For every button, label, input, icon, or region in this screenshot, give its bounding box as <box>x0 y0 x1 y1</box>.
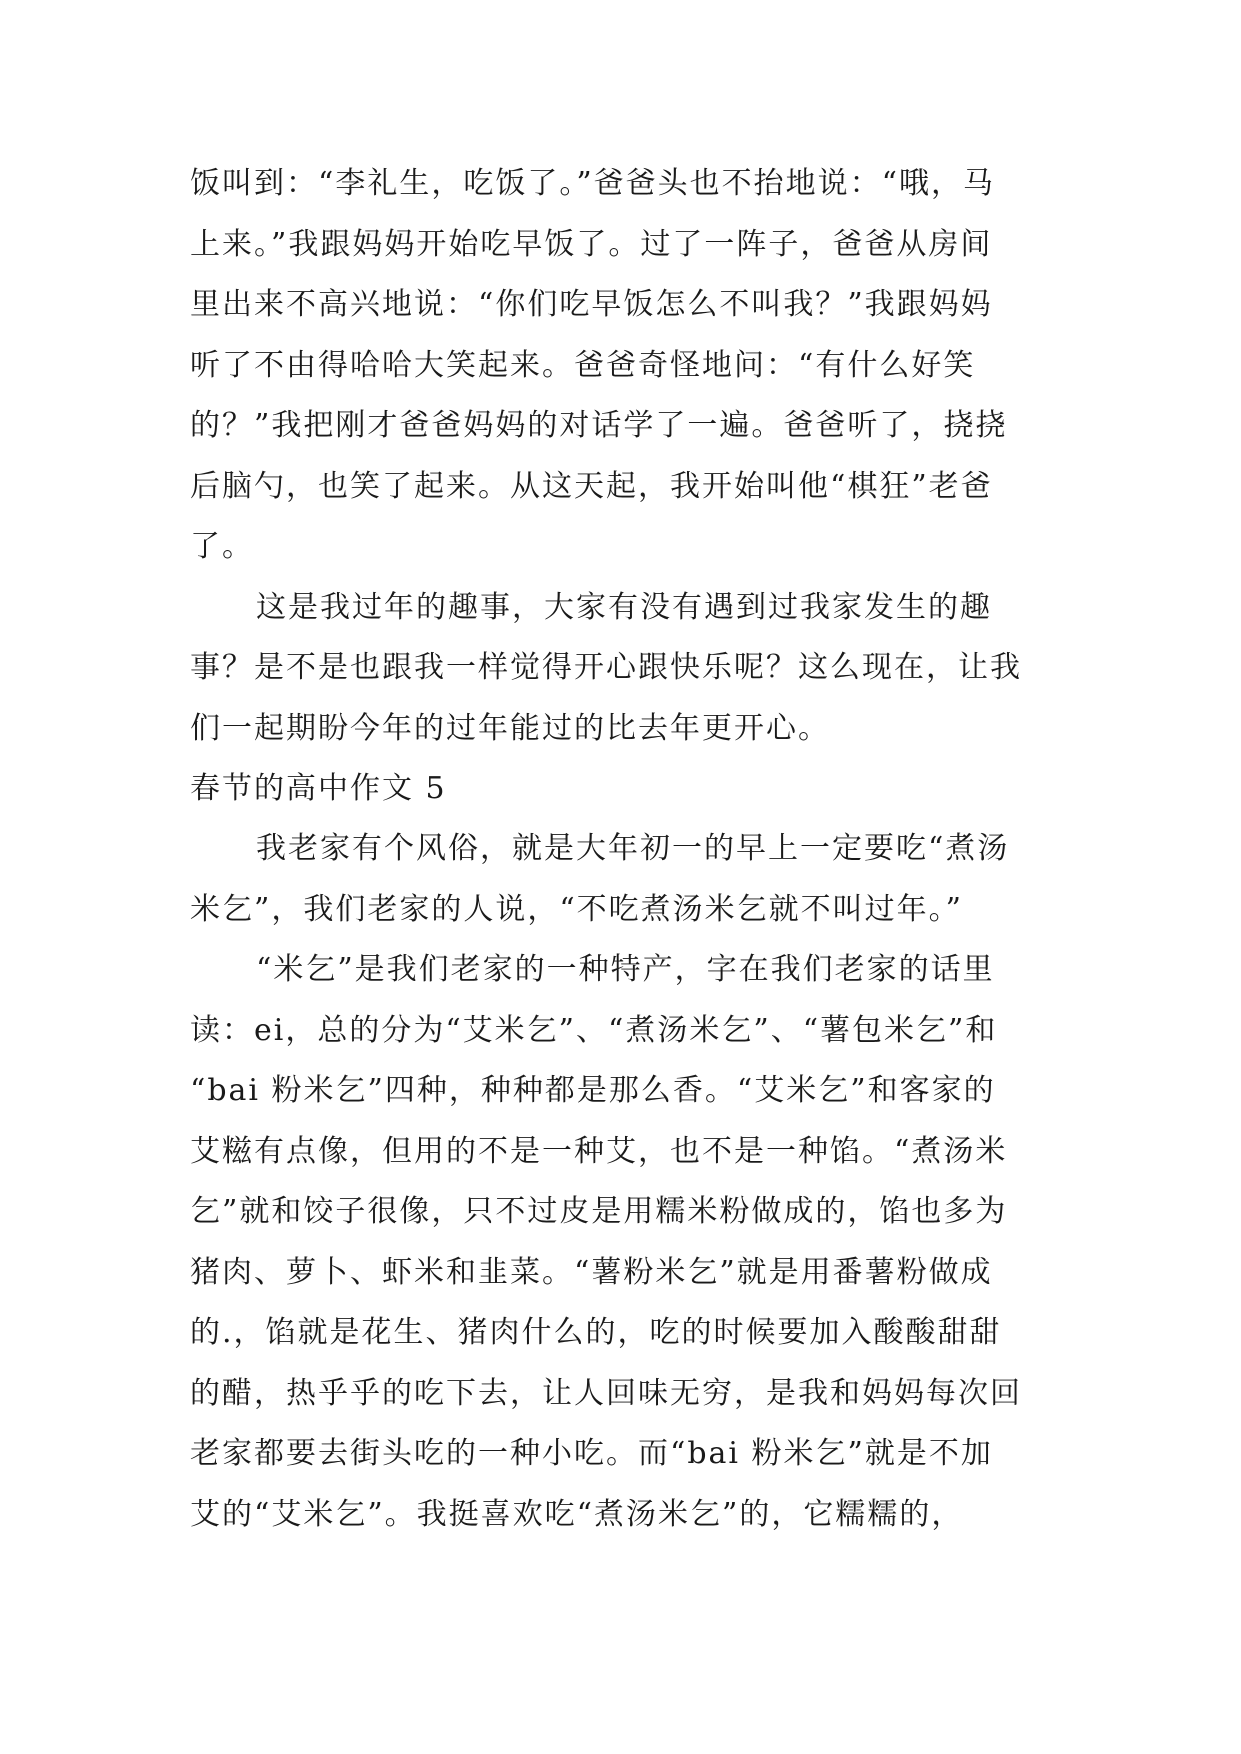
paragraph-mi-qi <box>190 940 1056 1545</box>
text-line: 的？”我把刚才爸爸妈妈的对话学了一遍。爸爸听了，挠挠 <box>190 408 1008 443</box>
text-line: 饭叫到：“李礼生，吃饭了。”爸爸头也不抬地说：“哦，马 <box>190 166 996 201</box>
paragraph-conclusion <box>190 578 1056 760</box>
paragraph-story-ending <box>190 154 1056 578</box>
text-line: 里出来不高兴地说：“你们吃早饭怎么不叫我？”我跟妈妈 <box>190 287 993 322</box>
text-line: 乞”就和饺子很像，只不过皮是用糯米粉做成的，馅也多为 <box>190 1194 1008 1229</box>
text-line: 我老家有个风俗，就是大年初一的早上一定要吃“煮汤 <box>256 831 1010 866</box>
text-line: 艾的“艾米乞”。我挺喜欢吃“煮汤米乞”的，它糯糯的， <box>190 1496 964 1532</box>
text-line: 米乞”，我们老家的人说，“不吃煮汤米乞就不叫过年。” <box>190 891 964 927</box>
document-page <box>190 154 1056 1545</box>
text-line: 们一起期盼今年的过年能过的比去年更开心。 <box>190 710 830 746</box>
text-line: 听了不由得哈哈大笑起来。爸爸奇怪地问：“有什么好笑 <box>190 347 976 383</box>
paragraph-intro <box>190 819 1056 940</box>
text-line: “米乞”是我们老家的一种特产，字在我们老家的话里 <box>256 952 995 987</box>
text-line: 艾糍有点像，但用的不是一种艾，也不是一种馅。“煮汤米 <box>190 1133 1008 1169</box>
text-line: 了。 <box>190 529 254 564</box>
text-line: 事？是不是也跟我一样觉得开心跟快乐呢？这么现在，让我 <box>190 650 1022 685</box>
text-line: 的醋，热乎乎的吃下去，让人回味无穷，是我和妈妈每次回 <box>190 1375 1022 1411</box>
text-line: 猪肉、萝卜、虾米和韭菜。“薯粉米乞”就是用番薯粉做成 <box>190 1254 993 1290</box>
text-line: 后脑勺，也笑了起来。从这天起，我开始叫他“棋狂”老爸 <box>190 468 993 504</box>
text-line: “bai 粉米乞”四种，种种都是那么香。“艾米乞”和客家的 <box>190 1073 996 1108</box>
text-line: 读：ei，总的分为“艾米乞”、“煮汤米乞”、“薯包米乞”和 <box>190 1012 998 1048</box>
text-line: 这是我过年的趣事，大家有没有遇到过我家发生的趣 <box>256 589 992 625</box>
text-line: 上来。”我跟妈妈开始吃早饭了。过了一阵子，爸爸从房间 <box>190 226 993 262</box>
text-line: 的.，馅就是花生、猪肉什么的，吃的时候要加入酸酸甜甜 <box>190 1315 1002 1350</box>
essay-heading: 春节的高中作文 5 <box>190 771 447 806</box>
text-line: 老家都要去街头吃的一种小吃。而“bai 粉米乞”就是不加 <box>190 1436 993 1471</box>
